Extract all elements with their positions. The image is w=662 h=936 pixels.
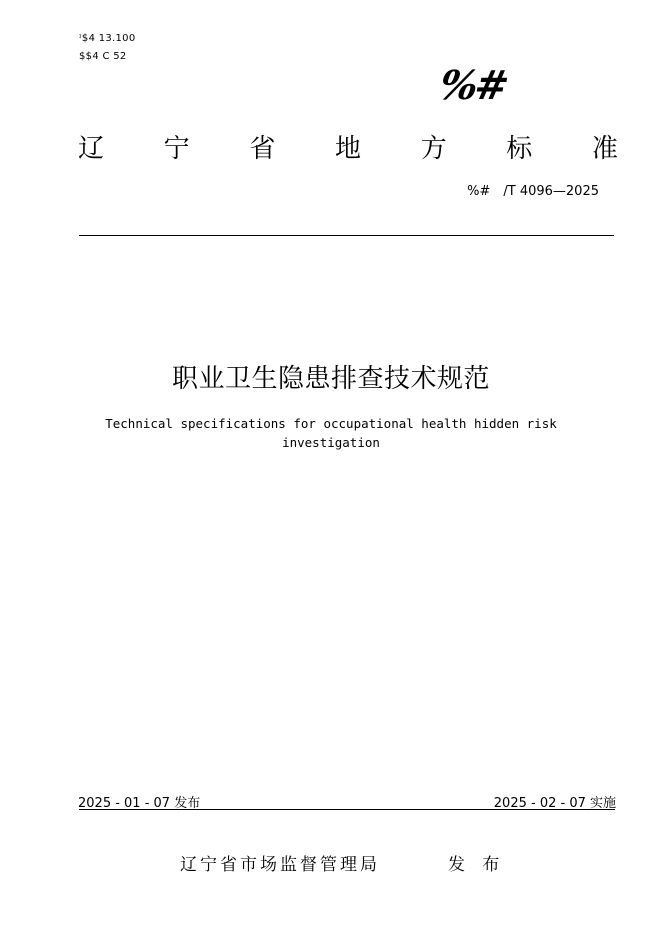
english-title: Technical specifications for occupational health hidden risk investigation [105,416,557,450]
standard-type-char: 准 [591,134,618,164]
ics-code: ᶦ$4 13.100 [79,33,136,44]
standard-type-char: 标 [506,134,533,164]
implementation-date: 2025 - 02 - 07 实施 [493,796,616,811]
standard-type-char: 地 [334,134,361,164]
standard-type-title [78,128,618,165]
standard-type-char: 宁 [163,134,190,164]
standard-type-char: 方 [420,134,447,164]
footer-divider [79,809,615,810]
header-divider [79,235,614,236]
standard-logo: %# [435,62,510,109]
chinese-title: 职业卫生隐患排查技术规范 [171,364,490,394]
publisher-name: 辽宁省市场监督管理局 [180,855,380,875]
standard-number: %# /T 4096—2025 [467,184,599,199]
standard-type-char: 辽 [78,134,105,164]
publish-label: 发 布 [448,855,506,875]
issue-date: 2025 - 01 - 07 发布 [78,796,201,811]
standard-type-char: 省 [249,134,276,164]
ccs-code: $$4 C 52 [79,51,127,62]
